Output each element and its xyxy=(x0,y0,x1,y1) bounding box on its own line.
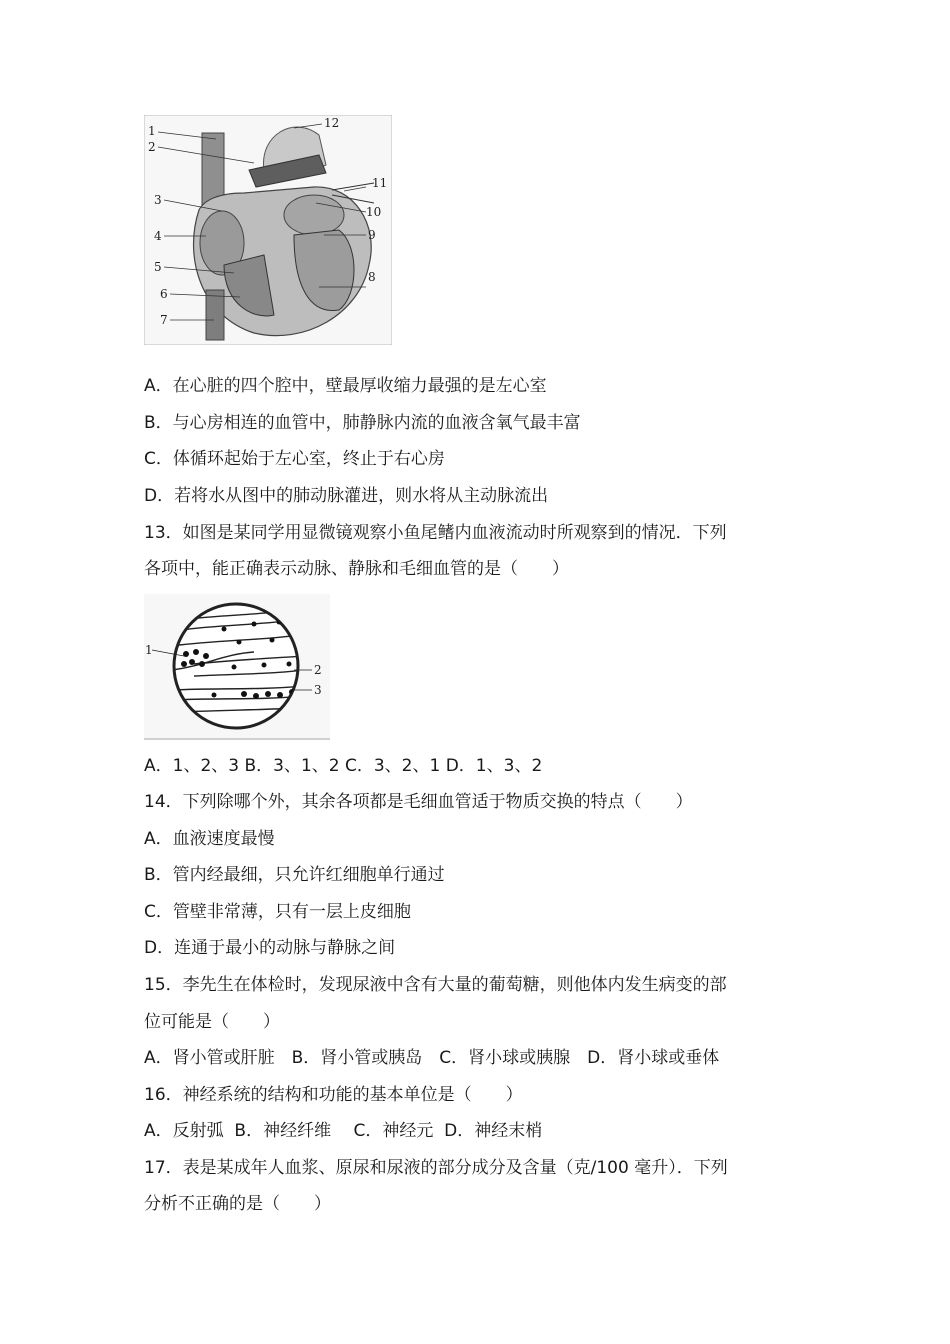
vessel-label-3: 3 xyxy=(314,683,322,697)
heart-diagram xyxy=(144,115,392,345)
q12-option-b: B．与心房相连的血管中，肺静脉内流的血液含氧气最丰富 xyxy=(144,413,581,433)
heart-label-8: 8 xyxy=(368,270,376,284)
q17-stem-line1: 17．表是某成年人血浆、原尿和尿液的部分成分及含量（克/100 毫升）．下列 xyxy=(144,1158,728,1178)
q12-option-c: C．体循环起始于左心室，终止于右心房 xyxy=(144,449,445,469)
q17-stem-line2: 分析不正确的是（ ） xyxy=(144,1194,331,1214)
q14-option-c: C．管壁非常薄，只有一层上皮细胞 xyxy=(144,902,411,922)
heart-label-11: 11 xyxy=(372,176,388,190)
q14-stem: 14．下列除哪个外，其余各项都是毛细血管适于物质交换的特点（ ） xyxy=(144,792,693,812)
q13-stem-line2: 各项中，能正确表示动脉、静脉和毛细血管的是（ ） xyxy=(144,559,569,579)
heart-label-9: 9 xyxy=(368,228,376,242)
heart-label-4: 4 xyxy=(154,229,162,243)
heart-label-7: 7 xyxy=(160,313,168,327)
q16-options: A．反射弧 B．神经纤维 C．神经元 D．神经末梢 xyxy=(144,1121,543,1141)
vena-cava-lower-shape xyxy=(206,290,224,340)
vessel-label-1: 1 xyxy=(145,643,153,657)
heart-label-12: 12 xyxy=(324,116,340,130)
q15-options: A．肾小管或肝脏 B．肾小管或胰岛 C．肾小球或胰腺 D．肾小球或垂体 xyxy=(144,1048,720,1068)
heart-label-5: 5 xyxy=(154,260,162,274)
heart-label-2: 2 xyxy=(148,140,156,154)
q13-stem-line1: 13．如图是某同学用显微镜观察小鱼尾鳍内血液流动时所观察到的情况．下列 xyxy=(144,523,727,543)
heart-label-3: 3 xyxy=(154,193,162,207)
q13-options: A．1、2、3 B．3、1、2 C．3、2、1 D．1、3、2 xyxy=(144,756,543,776)
vessel-label-2: 2 xyxy=(314,663,322,677)
heart-label-10: 10 xyxy=(366,205,382,219)
q12-option-a: A．在心脏的四个腔中，壁最厚收缩力最强的是左心室 xyxy=(144,376,547,396)
fish-tail-vessel-diagram xyxy=(144,594,330,740)
heart-label-1: 1 xyxy=(148,124,156,138)
q12-option-d: D．若将水从图中的肺动脉灌进，则水将从主动脉流出 xyxy=(144,486,549,506)
heart-label-6: 6 xyxy=(160,287,168,301)
q15-stem-line2: 位可能是（ ） xyxy=(144,1012,280,1032)
q14-option-d: D．连通于最小的动脉与静脉之间 xyxy=(144,938,396,958)
q15-stem-line1: 15．李先生在体检时，发现尿液中含有大量的葡萄糖，则他体内发生病变的部 xyxy=(144,975,727,995)
q14-option-b: B．管内经最细，只允许红细胞单行通过 xyxy=(144,865,445,885)
left-atrium-shape xyxy=(284,195,344,235)
q16-stem: 16．神经系统的结构和功能的基本单位是（ ） xyxy=(144,1085,523,1105)
q14-option-a: A．血液速度最慢 xyxy=(144,829,275,849)
